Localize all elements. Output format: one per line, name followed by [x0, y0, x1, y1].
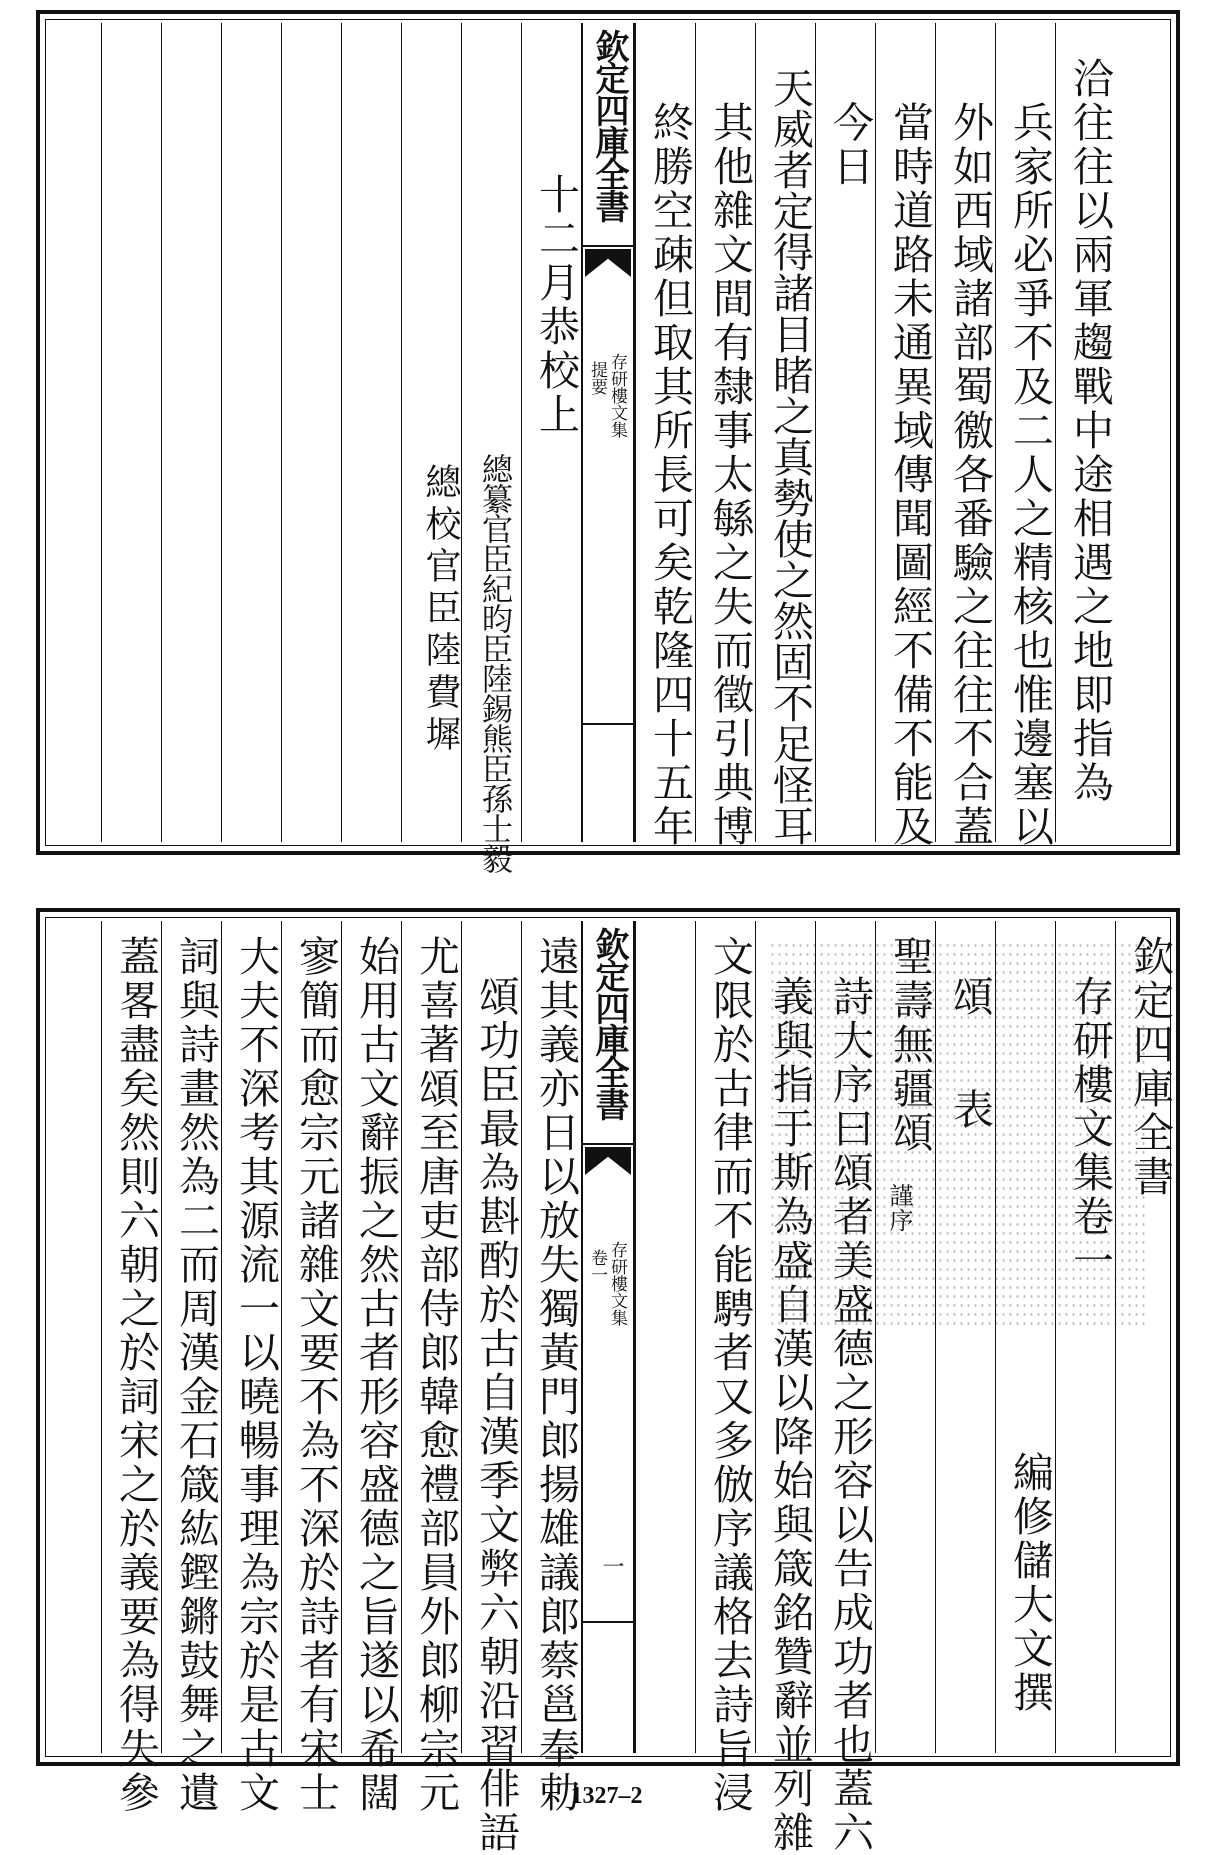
genre-heading: 頌 表	[946, 975, 994, 1132]
column-text: 大夫不深考其源流一以曉暢事理為宗於是古文	[232, 935, 280, 1815]
spine-section: 卷一	[587, 1249, 607, 1283]
empty-column	[635, 921, 695, 1753]
column-text: 外如西域諸部蜀徼各番驗之往往不合蓋	[946, 101, 994, 849]
text-column	[281, 921, 341, 1815]
column-text: 兵家所必爭不及二人之精核也惟邊塞以	[1006, 101, 1054, 849]
spine-book-title: 存研樓文集	[607, 1241, 627, 1326]
text-column	[101, 921, 161, 1815]
column-text: 十二月恭校上	[532, 173, 580, 437]
column-text: 寥簡而愈宗元諸雜文要不為不深於詩者有宋士	[292, 935, 340, 1815]
spine-book-title: 存研樓文集	[607, 353, 627, 438]
fishtail-mark	[585, 1147, 631, 1175]
column-text: 遠其義亦日以放失獨黃門郎揚雄議郎蔡邕奉勅	[532, 935, 580, 1815]
column-text: 當時道路未通異域傳聞圖經不備不能及	[886, 101, 934, 849]
spine-title: 欽定四庫全書	[589, 927, 629, 1119]
text-column	[695, 23, 755, 849]
column-text: 尤喜著頌至唐吏部侍郎韓愈禮部員外郎柳宗元	[412, 935, 460, 1815]
text-column	[461, 23, 521, 873]
text-column	[815, 23, 875, 842]
column-text: 始用古文辭振之然古者形容盛德之旨遂以希闊	[352, 935, 400, 1815]
volume-title: 存研樓文集卷一	[1066, 975, 1114, 1283]
column-text: 天威者定得諸目睹之真勢使之然固不足怪耳	[766, 67, 814, 846]
collection-title: 欽定四庫全書	[1126, 935, 1174, 1199]
column-text: 終勝空疎但取其所長可矣乾隆四十五年	[646, 101, 694, 849]
text-column	[521, 921, 581, 1815]
column-text: 頌功臣最為斟酌於古自漢季文弊六朝沿習俳語	[472, 975, 520, 1855]
column-text: 文限於古律而不能騁者又多倣序議格去詩旨浸	[706, 935, 754, 1815]
column-text: 今日	[826, 101, 874, 189]
text-column	[461, 921, 521, 1855]
column-text: 詞與詩畫然為二而周漢金石箴紘鏗鏘鼓舞之遺	[172, 935, 220, 1815]
text-column	[815, 921, 875, 1855]
column-text: 總校官臣陸費墀	[420, 463, 461, 757]
empty-column	[101, 23, 161, 842]
column-text: 蓋畧盡矣然則六朝之於詞宋之於義要為得失參	[112, 935, 160, 1815]
column-text: 其他雜文間有隸事太緐之失而徵引典博	[706, 101, 754, 849]
text-column	[161, 921, 221, 1815]
center-spine	[581, 23, 635, 842]
folio-number: 1327–2	[570, 1783, 643, 1809]
compiler-credit: 編修儲大文撰	[1006, 1451, 1054, 1715]
spine-title: 欽定四庫全書	[589, 29, 629, 221]
empty-column	[221, 23, 281, 842]
text-column	[221, 921, 281, 1815]
text-column	[401, 23, 461, 842]
column-text: 詩大序曰頌者美盛德之形容以告成功者也蓋六	[826, 975, 874, 1855]
top-page-columns	[49, 23, 1167, 873]
text-column	[401, 921, 461, 1815]
text-column	[521, 23, 581, 842]
text-column	[341, 921, 401, 1815]
column-text: 洽往往以兩軍趨戰中途相遇之地即指為	[1066, 57, 1114, 805]
text-column	[635, 23, 695, 849]
piece-note: 謹序	[885, 1183, 913, 1233]
empty-column	[49, 921, 101, 1753]
column-text: 義與指于斯為盛自漢以降始與箴銘贊辭並列雜	[766, 975, 814, 1855]
spine-page-number: 一	[599, 1555, 624, 1577]
text-column	[995, 23, 1055, 849]
text-column	[755, 921, 815, 1855]
empty-column	[161, 23, 221, 842]
empty-column	[281, 23, 341, 842]
top-page	[36, 10, 1180, 873]
text-column	[935, 23, 995, 849]
text-column	[1055, 23, 1115, 842]
text-column	[875, 23, 935, 849]
center-spine	[581, 921, 635, 1753]
spine-section: 提要	[587, 361, 607, 395]
fishtail-mark	[585, 249, 631, 277]
empty-column	[341, 23, 401, 842]
text-column	[695, 921, 755, 1815]
empty-column	[49, 23, 101, 842]
text-column	[755, 23, 815, 846]
piece-title: 聖壽無疆頌	[886, 935, 934, 1155]
column-text: 總纂官臣紀昀臣陸錫熊臣孫士毅	[476, 453, 512, 873]
